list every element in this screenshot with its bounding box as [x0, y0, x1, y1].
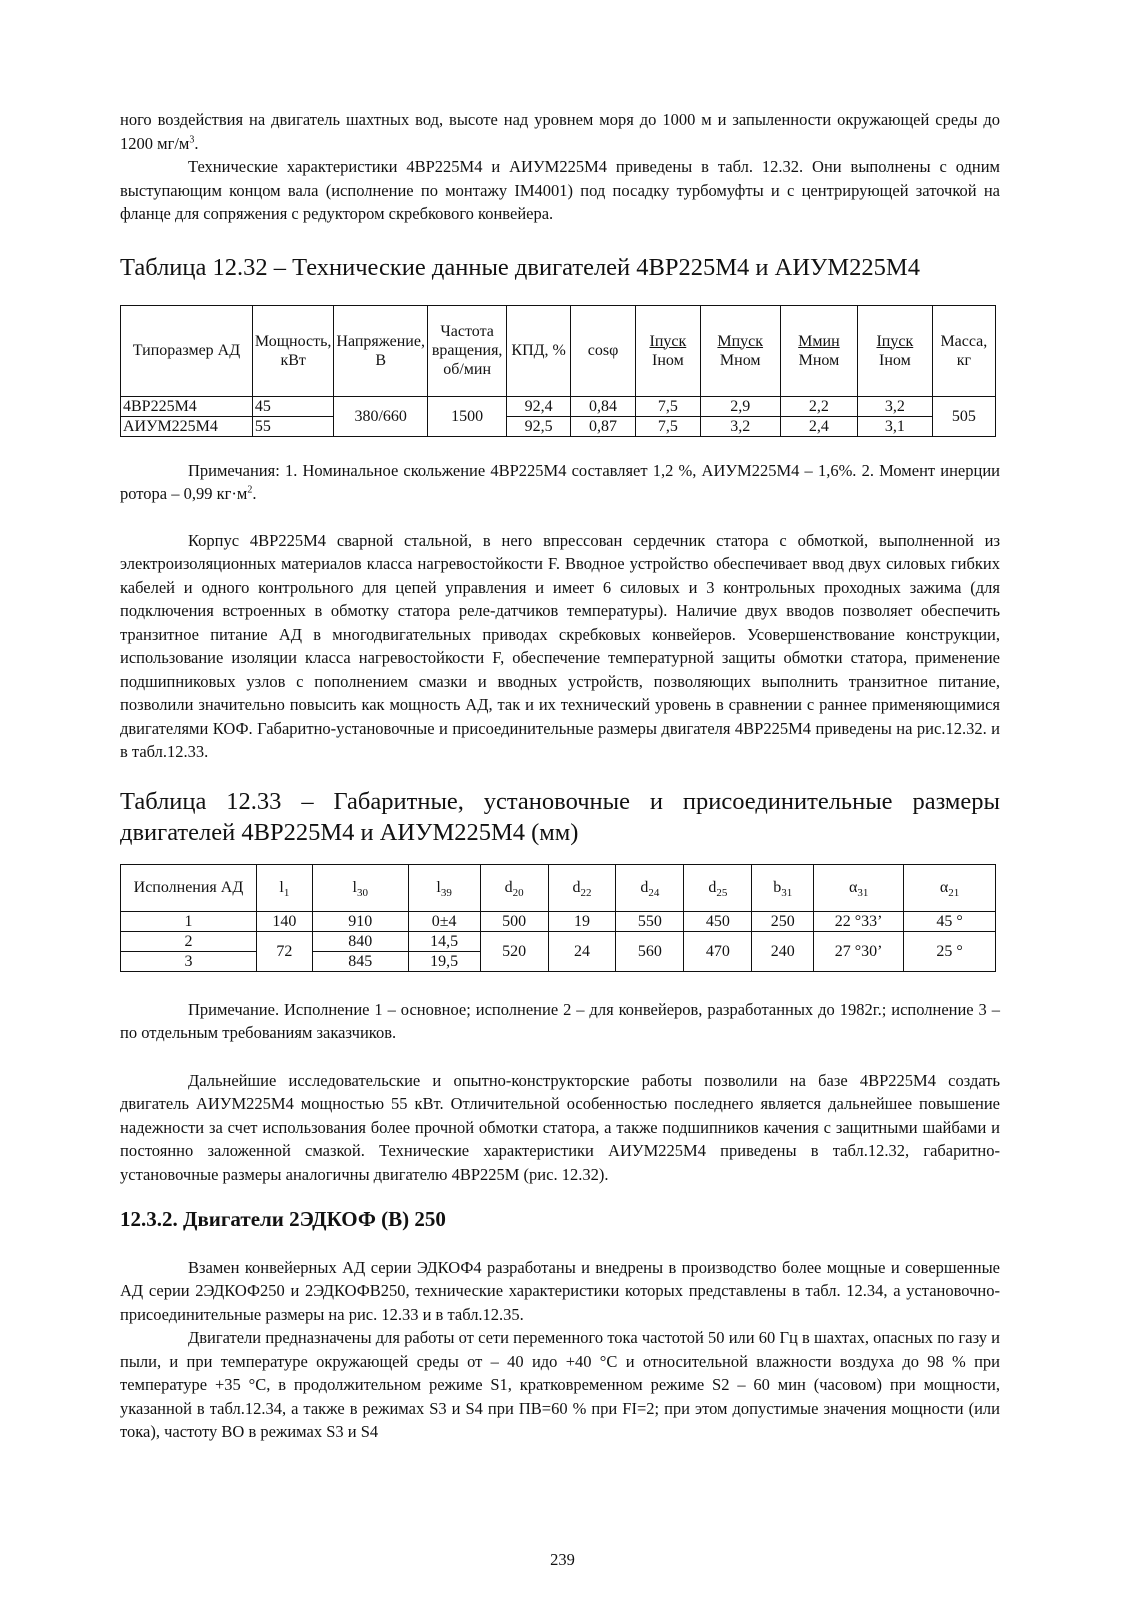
cell-alpha21: 25 °: [904, 931, 996, 971]
cell-mstart: 3,2: [700, 416, 780, 436]
cell-alpha21: 45 °: [904, 911, 996, 931]
cell-efficiency: 92,4: [507, 396, 571, 416]
cell-mass: 505: [932, 396, 995, 436]
cell-istart: 7,5: [636, 416, 700, 436]
cell-istart: 7,5: [636, 396, 700, 416]
intro-paragraph-1: [120, 108, 1000, 155]
cell-d20: 500: [480, 911, 548, 931]
th-speed: Частота вращения, об/мин: [427, 305, 506, 396]
intro-text-end: .: [194, 133, 199, 153]
cell-power: 45: [252, 396, 334, 416]
intro-text: ного воздействия на двигатель шахтных вод, высоте над уровнем моря до 1000 м и запыленности окружающей среды до 1200 мг/м: [120, 110, 1000, 153]
cell-d20: 520: [480, 931, 548, 971]
cell-d24: 550: [616, 911, 684, 931]
cell-cos-phi: 0,87: [570, 416, 635, 436]
th-d25: $d_{25}$: [684, 864, 752, 911]
cell-version: 2: [121, 931, 257, 951]
body-paragraph-2: Дальнейшие исследовательские и опытно-конструкторские работы позволили на базе 4ВР225М4 создать двигатель АИУМ225М4 мощностью 55 кВт. Отличительной особенностью последнего является дальнейшее повышение надежности за счет использования более прочной обмотки статора, а также подшипников качения с защитными шайбами и постоянно заложенной смазкой. Технические характеристики АИУМ225М4 приведены в табл.12.32, габаритно-установочные размеры аналогичны двигателю 4ВР225М (рис. 12.32).: [120, 1070, 1000, 1184]
table-12-33: [120, 864, 996, 972]
intro-paragraph-2: Технические характеристики 4ВР225М4 и АИУМ225М4 приведены в табл. 12.32. Они выполнены с одним выступающим концом вала (исполнение по монтажу IM4001) под посадку турбомуфты и с центрирующей заточкой на фланце для сопряжения с редуктором скребкового конвейера.: [120, 157, 1000, 223]
cell-l30: 845: [312, 951, 408, 971]
th-istart-ratio-2: $\frac{\text{Iпуск}}{\text{Iном}}$: [857, 305, 932, 396]
th-d22: $d_{22}$: [548, 864, 616, 911]
cell-type: 4ВР225М4: [121, 396, 253, 416]
superscript: 3: [189, 134, 195, 145]
cell-d25: 450: [684, 911, 752, 931]
cell-mmin: 2,4: [780, 416, 857, 436]
th-alpha31: $\alpha_{31}$: [814, 864, 904, 911]
cell-d22: 24: [548, 931, 616, 971]
th-mmin-ratio: $\frac{\text{Ммин}}{\text{Мном}}$: [780, 305, 857, 396]
page-content: [120, 108, 1000, 1444]
cell-mmin: 2,2: [780, 396, 857, 416]
table-row: [121, 396, 996, 416]
th-cos-phi: cosφ: [570, 305, 635, 396]
cell-version: 3: [121, 951, 257, 971]
cell-version: 1: [121, 911, 257, 931]
cell-cos-phi: 0,84: [570, 396, 635, 416]
th-type: Типоразмер АД: [121, 305, 253, 396]
cell-l30: 840: [312, 931, 408, 951]
cell-l39: 19,5: [408, 951, 480, 971]
cell-l30: 910: [312, 911, 408, 931]
table-12-32: [120, 305, 996, 437]
cell-d24: 560: [616, 931, 684, 971]
table-12-33-note: Примечание. Исполнение 1 – основное; исполнение 2 – для конвейеров, разработанных до 1982г.; исполнение 3 – по отдельным требованиям заказчиков.: [120, 999, 1000, 1042]
cell-l39: 14,5: [408, 931, 480, 951]
th-l30: $l_{30}$: [312, 864, 408, 911]
cell-l1: 72: [256, 931, 312, 971]
th-alpha21: $\alpha_{21}$: [904, 864, 996, 911]
section-paragraph-1: Взамен конвейерных АД серии ЭДКОФ4 разработаны и внедрены в производство более мощные и совершенные АД серии 2ЭДКОФ250 и 2ЭДКОФВ250, технические характеристики которых представлены в табл. 12.34, а установочно-присоединительные размеры на рис. 12.33 и в табл.12.35.: [120, 1257, 1000, 1324]
cell-istart-2: 3,1: [857, 416, 932, 436]
cell-b31: 240: [752, 931, 814, 971]
th-l1: $l_1$: [256, 864, 312, 911]
table-row: [121, 416, 996, 436]
th-power: Мощность, кВт: [252, 305, 334, 396]
cell-alpha31: 22 °33’: [814, 911, 904, 931]
th-voltage: Напряжение, В: [334, 305, 428, 396]
cell-d22: 19: [548, 911, 616, 931]
page-number: 239: [550, 1550, 575, 1569]
section-paragraph-2: Двигатели предназначены для работы от сети переменного тока частотой 50 или 60 Гц в шахтах, опасных по газу и пыли, и при температуре окружающей среды от – 40 идо +40 °С и относительной влажности воздуха до 98 % при температуре +35 °С, в продолжительном режиме S1, кратковременном режиме S2 – 60 мин (часовом) при мощности, указанной в табл.12.34, а также в режимах S3 и S4 при ПВ=60 % при FI=2; при этом допустимые значения мощности (или тока), частоту ВО в режимах S3 и S4: [120, 1328, 1000, 1441]
cell-voltage: 380/660: [334, 396, 428, 436]
cell-mstart: 2,9: [700, 396, 780, 416]
table-row: [121, 911, 996, 931]
superscript: 2: [247, 484, 253, 496]
th-d24: $d_{24}$: [616, 864, 684, 911]
table-row: [121, 931, 996, 951]
th-mstart-ratio: $\frac{\text{Мпуск}}{\text{Мном}}$: [700, 305, 780, 396]
table-12-33-caption: Таблица 12.33 – Габаритные, установочные и присоединительные размеры двигателей 4ВР225М4 и АИУМ225М4 (мм): [120, 787, 1000, 846]
th-version: Исполнения АД: [121, 864, 257, 911]
table-12-32-caption: Таблица 12.32 – Технические данные двигателей 4ВР225М4 и АИУМ225М4: [120, 253, 920, 281]
cell-power: 55: [252, 416, 334, 436]
cell-speed: 1500: [427, 396, 506, 436]
cell-l39: 0±4: [408, 911, 480, 931]
th-l39: $l_{39}$: [408, 864, 480, 911]
cell-d25: 470: [684, 931, 752, 971]
section-heading: 12.3.2. Двигатели 2ЭДКОФ (В) 250: [120, 1207, 446, 1231]
th-mass: Масса, кг: [932, 305, 995, 396]
cell-l1: 140: [256, 911, 312, 931]
table-12-32-note: Примечания: 1. Номинальное скольжение 4ВР225М4 составляет 1,2 %, АИУМ225М4 – 1,6%. 2. Момент инерции ротора – 0,99 $кг\cdot м^2$.: [120, 460, 1000, 503]
cell-type: АИУМ225М4: [121, 416, 253, 436]
th-d20: $d_{20}$: [480, 864, 548, 911]
cell-istart-2: 3,2: [857, 396, 932, 416]
cell-b31: 250: [752, 911, 814, 931]
body-paragraph-1: Корпус 4ВР225М4 сварной стальной, в него впрессован сердечник статора с обмоткой, выполненной из электроизоляционных материалов класса нагревостойкости F. Вводное устройство обеспечивает ввод двух силовых гибких кабелей и одного контрольного для цепей управления и имеет 6 силовых и 3 контрольных проходных зажима (для подключения встроенных в обмотку статора реле-датчиков температуры). Наличие двух вводов позволяет обеспечить транзитное питание АД в многодвигательных приводах скребковых конвейеров. Усовершенствование конструкции, использование изоляции класса нагревостойкости F, обеспечение температурной защиты обмотки статора, применение подшипниковых узлов с пополнением смазки и вводных устройств, позволяющих выполнить транзитное питание, позволили значительно повысить как мощность АД, так и их технический уровень в сравнении с раннее применяющимися двигателями КОФ. Габаритно-установочные и присоединительные размеры двигателя 4ВР225М4 приведены на рис.12.32. и в табл.12.33.: [120, 530, 1000, 761]
th-efficiency: КПД, %: [507, 305, 571, 396]
th-istart-ratio: $\frac{\text{Iпуск}}{\text{Iном}}$: [636, 305, 700, 396]
th-b31: $b_{31}$: [752, 864, 814, 911]
cell-alpha31: 27 °30’: [814, 931, 904, 971]
cell-efficiency: 92,5: [507, 416, 571, 436]
